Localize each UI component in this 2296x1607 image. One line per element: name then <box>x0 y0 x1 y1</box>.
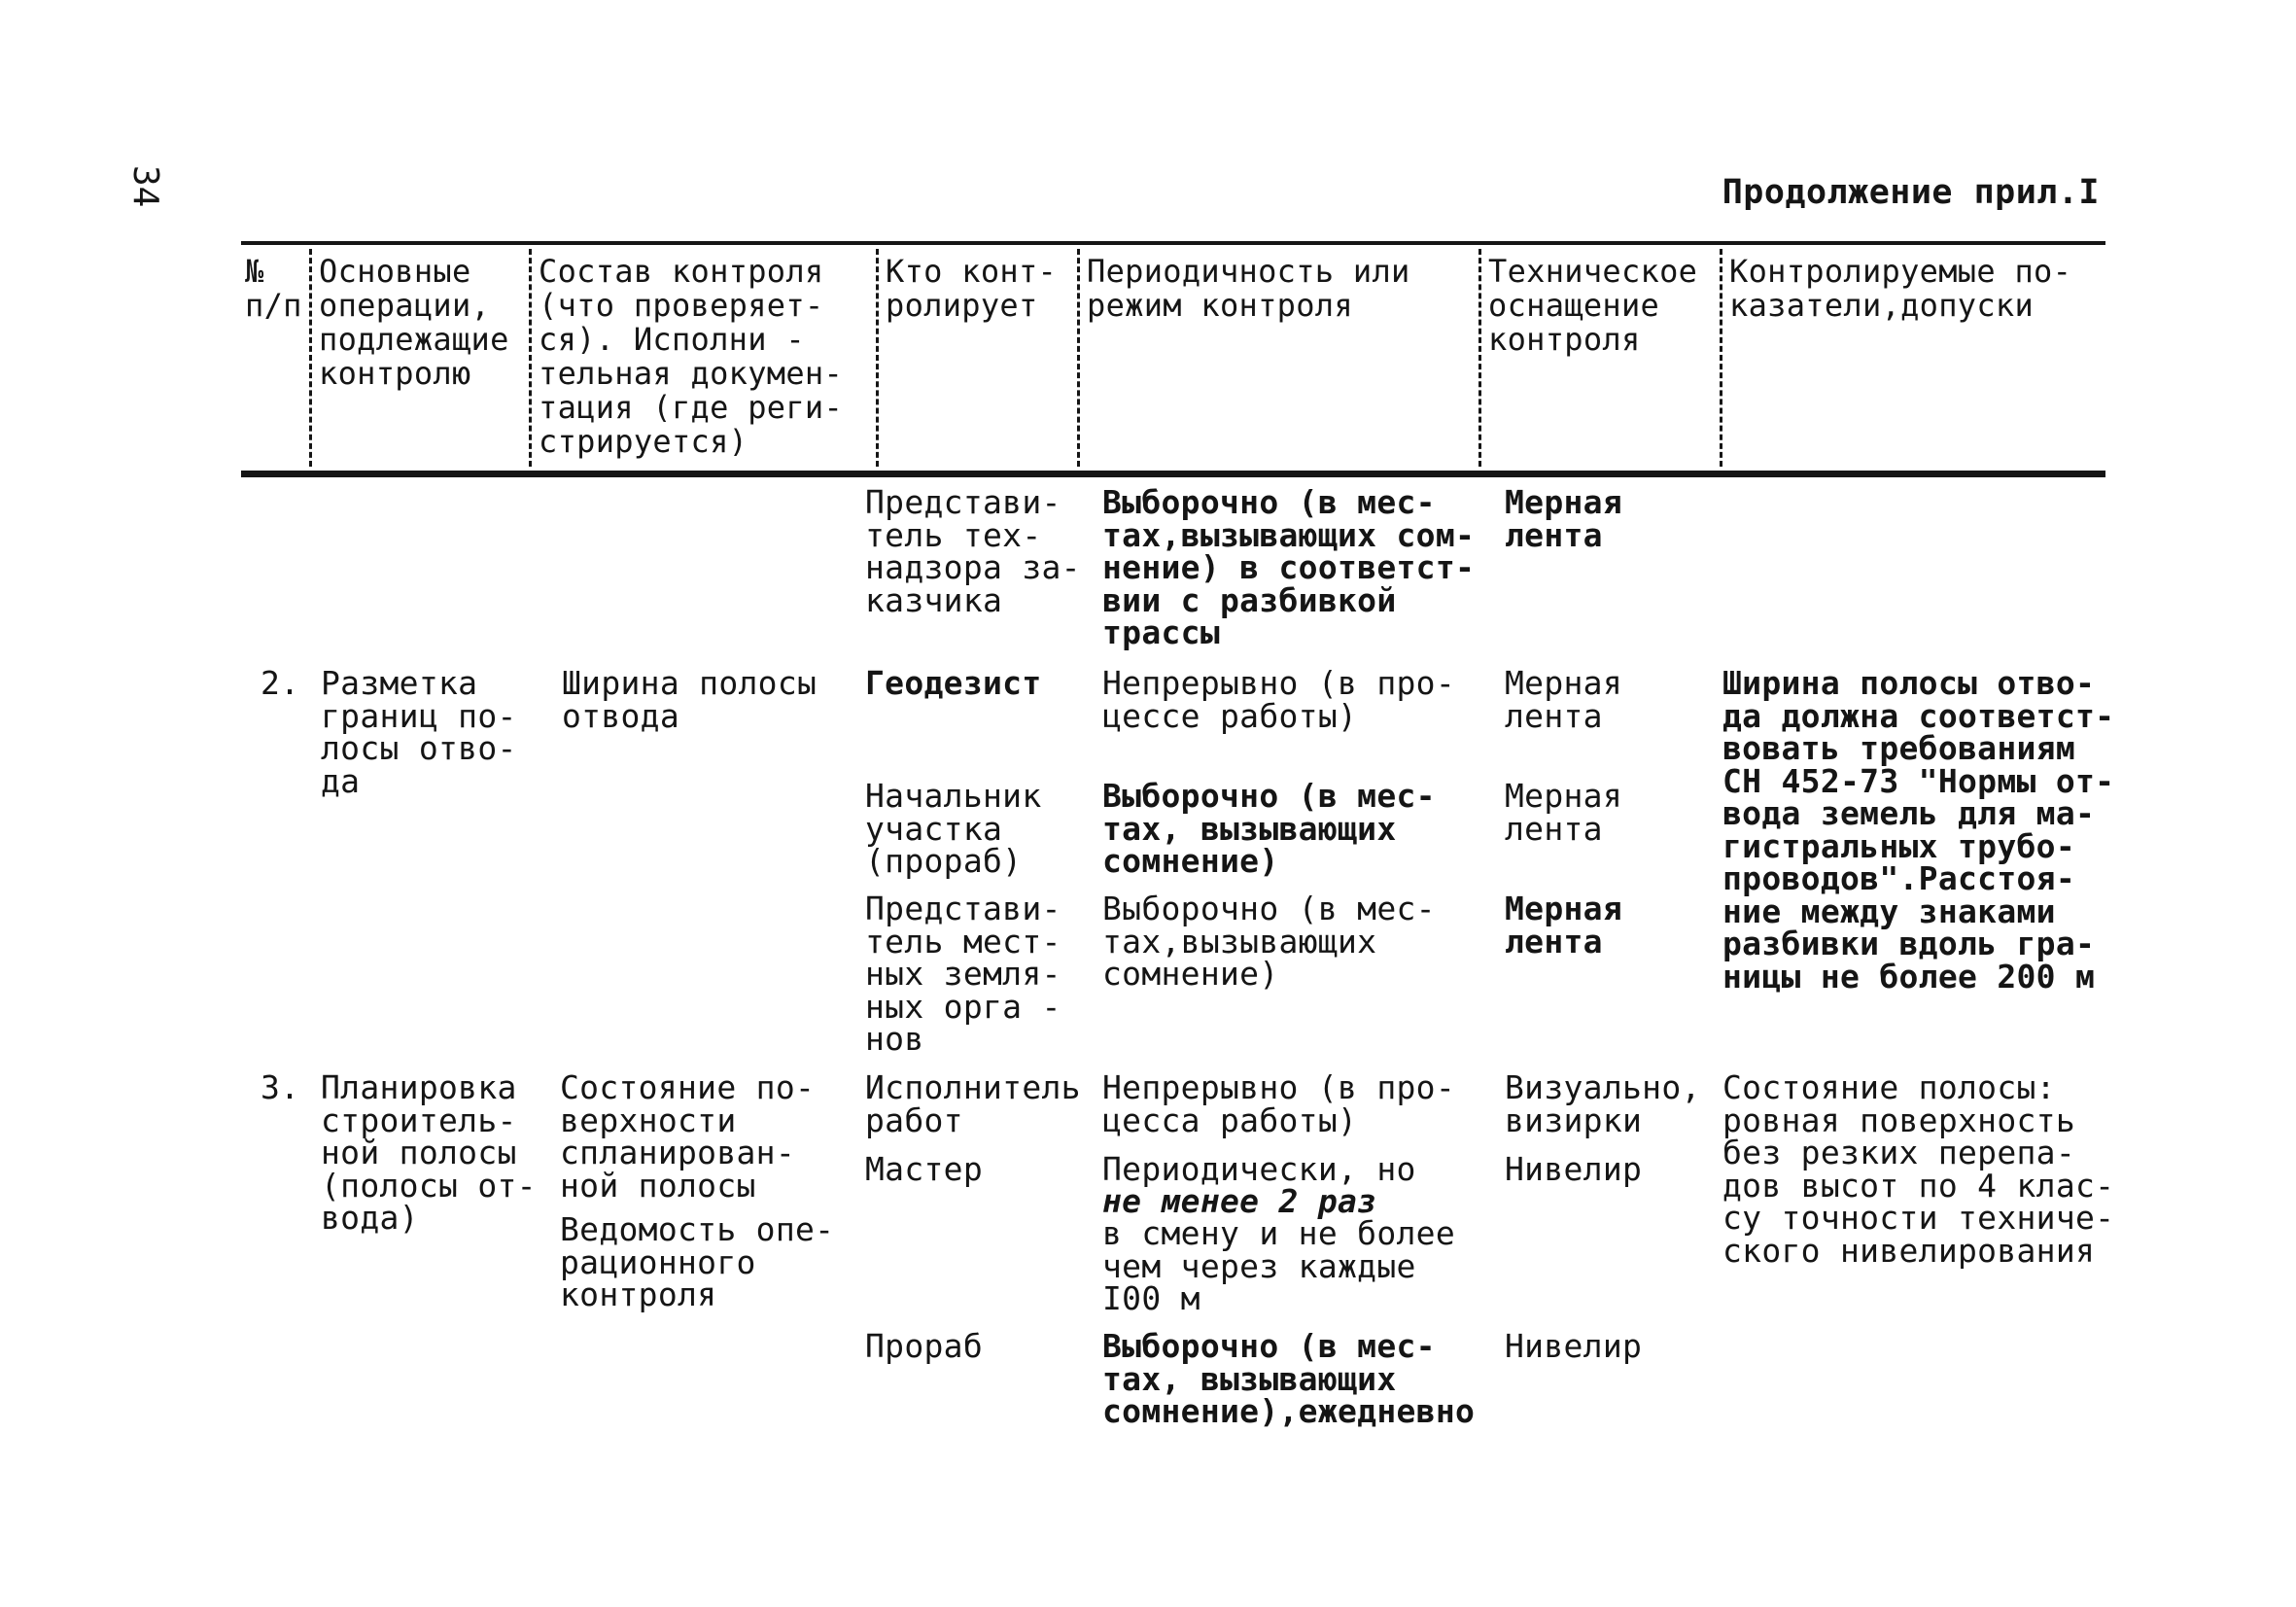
cell-period: Выборочно (в мес- тах,вызывающих сомнение) <box>1102 890 1436 993</box>
cell-equipment: Мерная лента <box>1505 890 1623 961</box>
cell-control-content: Ширина полосы отвода <box>562 664 818 735</box>
header-equipment: Техническое оснащение контроля <box>1488 253 1698 358</box>
cell-period-continued: в смену и не более чем через каждые I00 м <box>1102 1214 1456 1317</box>
cell-period-emphasis: не менее 2 раз <box>1102 1182 1377 1220</box>
cell-equipment: Мерная лента <box>1505 777 1623 848</box>
cell-operation: Разметка границ по- лосы отво- да <box>321 664 517 800</box>
header-who-controls: Кто конт- ролирует <box>886 253 1058 324</box>
cell-who: Представи- тель тех- надзора за- казчика <box>865 483 1081 619</box>
column-divider <box>1720 249 1722 467</box>
header-control-content: Состав контроля (что проверяет- ся). Исполни - тельная докумен- тация (где реги- стрируется) <box>539 253 844 460</box>
cell-period: Выборочно (в мес- тах, вызывающих сомнение),ежедневно <box>1102 1327 1476 1430</box>
cell-who: Исполнитель работ <box>865 1068 1081 1139</box>
cell-number: 2. <box>261 664 300 702</box>
cell-equipment: Нивелир <box>1505 1150 1643 1188</box>
cell-who: Прораб <box>865 1327 984 1365</box>
cell-period: Выборочно (в мес- тах,вызывающих сом- нение) в соответст- вии с разбивкой трассы <box>1102 483 1476 651</box>
header-operations: Основные операции, подлежащие контролю <box>319 253 509 392</box>
cell-period: Периодически, но <box>1102 1150 1416 1188</box>
header-periodicity: Периодичность или режим контроля <box>1087 253 1410 324</box>
column-divider <box>1077 249 1080 467</box>
cell-equipment: Мерная лента <box>1505 664 1623 735</box>
cell-tolerance: Ширина полосы отво- да должна соответст- вовать требованиям СН 452-73 "Нормы от- вода земель для ма- гистральных трубо- проводов".Расстоя- ние между знаками разбивки вдоль гра- ницы не более 200 м <box>1722 664 2115 996</box>
cell-period: Непрерывно (в про- цессе работы) <box>1102 664 1456 735</box>
cell-equipment: Мерная лента <box>1505 483 1623 554</box>
cell-control-document: Ведомость опе- рационного контроля <box>560 1210 835 1313</box>
column-divider <box>529 249 532 467</box>
cell-control-content: Состояние по- верхности спланирован- ной полосы <box>560 1068 816 1205</box>
cell-period: Непрерывно (в про- цесса работы) <box>1102 1068 1456 1139</box>
cell-equipment: Нивелир <box>1505 1327 1643 1365</box>
cell-equipment: Визуально, визирки <box>1505 1068 1701 1139</box>
cell-who: Геодезист <box>865 664 1042 702</box>
cell-tolerance: Состояние полосы: ровная поверхность без резких перепа- дов высот по 4 клас- су точности техниче- ского нивелирования <box>1722 1068 2115 1270</box>
cell-number: 3. <box>261 1068 300 1106</box>
header-tolerances: Контролируемые по- казатели,допуски <box>1729 253 2072 324</box>
column-divider <box>309 249 312 467</box>
cell-operation: Планировка строитель- ной полосы (полосы от- вода) <box>321 1068 537 1237</box>
page-number: 34 <box>125 165 165 208</box>
header-number: № п/п <box>245 253 302 324</box>
cell-period: Выборочно (в мес- тах, вызывающих сомнение) <box>1102 777 1436 880</box>
cell-who: Представи- тель мест- ных земля- ных орга - нов <box>865 890 1061 1058</box>
column-divider <box>1478 249 1481 467</box>
table-top-rule <box>241 241 2105 245</box>
column-divider <box>876 249 879 467</box>
cell-who: Начальник участка (прораб) <box>865 777 1042 880</box>
cell-who: Мастер <box>865 1150 984 1188</box>
continuation-title: Продолжение прил.I <box>1722 173 2100 212</box>
table-header-rule <box>241 471 2105 477</box>
